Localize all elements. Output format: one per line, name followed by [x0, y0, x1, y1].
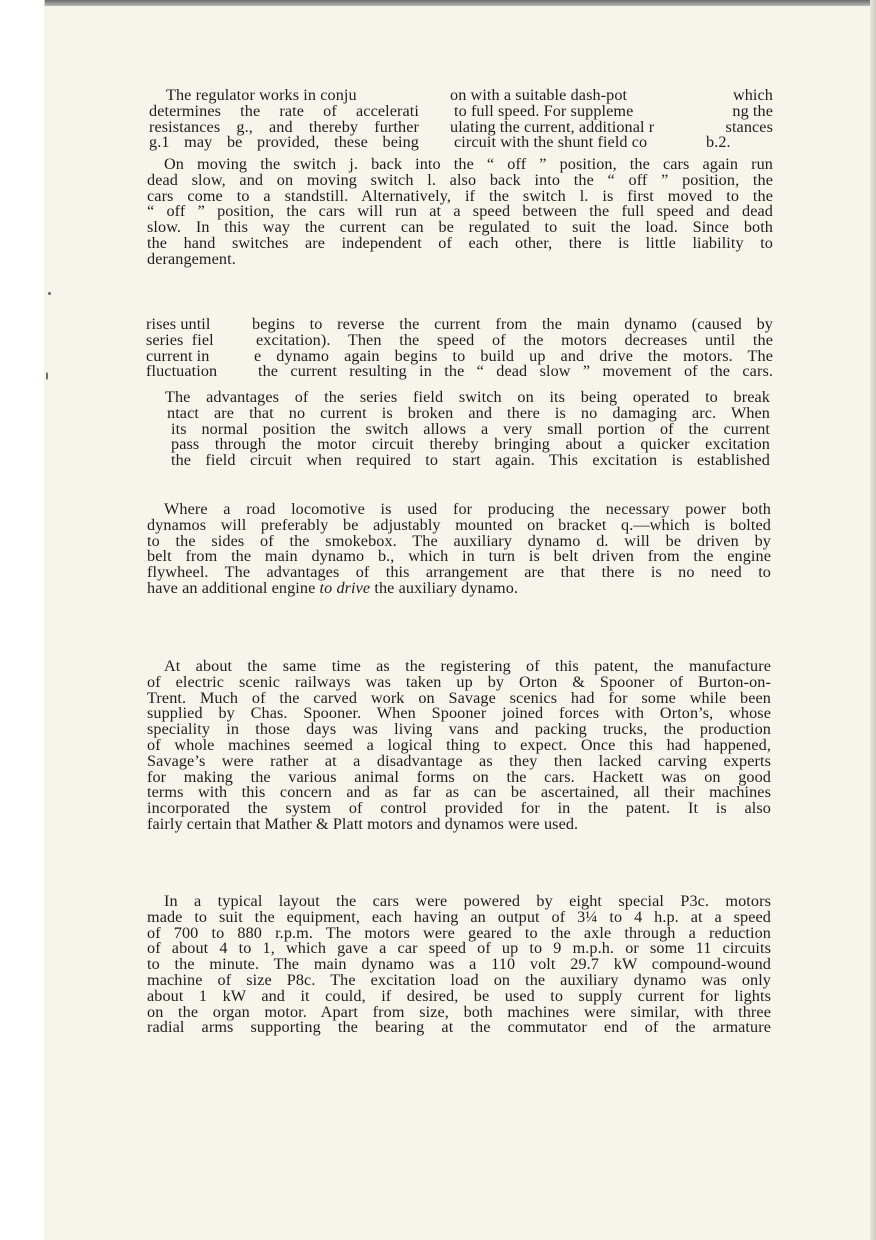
text-line: its normal position the switch allows a very small portion of the current: [171, 419, 770, 438]
text-line: circuit with the shunt field co: [454, 133, 648, 152]
text-line: Savage’s were rather at a disadvantage as they then lacked carving experts: [147, 751, 771, 770]
text-line: on the organ motor. Apart from size, both machines were similar, with three: [147, 1002, 771, 1021]
text-line: speciality in those days was living vans and packing trucks, the production: [147, 720, 771, 739]
text-line: terms with this concern and as far as can be ascertained, all their machines: [147, 783, 771, 802]
text-line: ng the: [732, 101, 773, 120]
text-line: e dynamo again begins to build up and drive the motors. The: [254, 346, 773, 365]
text-line: On moving the switch j. back into the “ off ” position, the cars again run: [164, 155, 773, 173]
text-line: The regulator works in conju: [166, 86, 357, 104]
scan-speck: [48, 292, 51, 295]
text-line: the current resulting in the “ dead slow ” movement of the cars.: [258, 362, 773, 381]
text-line: which: [732, 86, 773, 104]
text-line: of electric scenic railways was taken up by Orton & Spooner of Burton-on-: [147, 672, 771, 691]
text-line: to the sides of the smokebox. The auxiliary dynamo d. will be driven by: [147, 531, 771, 550]
text-line: flywheel. The advantages of this arrangement are that there is no need to: [147, 563, 771, 582]
text-line: to full speed. For suppleme: [454, 101, 634, 120]
text-line: belt from the main dynamo b., which in turn is belt driven from the engine: [147, 547, 771, 566]
text-line: pass through the motor circuit thereby bringing about a quicker excitation: [171, 435, 770, 454]
text-line: machine of size P8c. The excitation load on the auxiliary dynamo was only: [147, 970, 771, 989]
text-line: stances: [725, 117, 773, 136]
text-line-last: [147, 578, 771, 597]
text-line: made to suit the equipment, each having an output of 3¼ to 4 h.p. at a speed: [147, 907, 771, 926]
text-line: In a typical layout the cars were powered by eight special P3c. motors: [164, 892, 771, 910]
text-line: fairly certain that Mather & Platt motors and dynamos were used.: [147, 814, 579, 833]
text-line: ntact are that no current is broken and there is no damaging arc. When: [167, 403, 770, 422]
paragraph-orton-spooner: [147, 659, 771, 833]
text-line: the field circuit when required to start again. This excitation is established: [171, 451, 770, 470]
text-line: begins to reverse the current from the main dynamo (caused by: [252, 315, 773, 333]
text-line: At about the same time as the registering of this patent, the manufacture: [164, 657, 771, 675]
text-line: g.1 may be provided, these being: [149, 133, 419, 152]
text-line: dynamos will preferably be adjustably mounted on bracket q.—which is bolted: [147, 515, 771, 534]
text-line: series fiel: [146, 330, 214, 349]
text-run: the auxiliary dynamo.: [370, 578, 519, 597]
text-line: Where a road locomotive is used for producing the necessary power both: [164, 500, 771, 518]
text-line: on with a suitable dash-pot: [450, 86, 628, 104]
text-line: determines the rate of accelerati: [149, 101, 419, 120]
paragraph-typical-layout: [147, 894, 771, 1036]
scan-edge-right: [870, 0, 876, 1240]
text-line: resistances g., and thereby further: [149, 117, 419, 136]
text-line: The advantages of the series field switch on its being operated to break: [165, 388, 770, 406]
text-line: of whole machines seemed a logical thing to expect. Once this had happened,: [147, 735, 771, 754]
text-line: Trent. Much of the carved work on Savage scenics had for some while been: [147, 688, 771, 707]
paragraph-series-field-switch: [165, 390, 770, 469]
text-line: current in: [146, 346, 210, 365]
text-line: derangement.: [147, 249, 236, 268]
text-line: rises until: [146, 315, 211, 333]
text-line: supplied by Chas. Spooner. When Spooner joined forces with Orton’s, whose: [147, 704, 771, 723]
text-line: to the minute. The main dynamo was a 110 volt 29.7 kW compound-wound: [147, 955, 771, 974]
text-line: about 1 kW and it could, if desired, be used to supply current for lights: [147, 986, 771, 1005]
text-line: ulating the current, additional r: [450, 117, 655, 136]
paragraph-switch-off: [147, 157, 773, 268]
document-page: [44, 6, 870, 1240]
text-line: incorporated the system of control provided for in the patent. It is also: [147, 799, 771, 818]
text-line: for making the various animal forms on the cars. Hackett was on good: [147, 767, 771, 786]
text-run: have an additional engine: [147, 578, 320, 597]
text-line: the hand switches are independent of each other, there is little liability to: [147, 233, 773, 252]
text-line: fluctuation: [146, 362, 218, 381]
text-line: excitation). Then the speed of the motors decreases until the: [256, 330, 773, 349]
paragraph-road-locomotive: [147, 502, 771, 597]
text-line: of about 4 to 1, which gave a car speed of up to 9 m.p.h. or some 11 circuits: [147, 939, 771, 958]
text-line: slow. In this way the current can be regulated to suit the load. Since both: [147, 218, 773, 237]
text-line: radial arms supporting the bearing at the commutator end of the armature: [147, 1018, 771, 1037]
text-line: of 700 to 880 r.p.m. The motors were geared to the axle through a reduction: [147, 923, 771, 942]
text-line: cars come to a standstill. Alternatively, if the switch l. is first moved to the: [147, 186, 773, 205]
text-line: “ off ” position, the cars will run at a speed between the full speed and dead: [147, 202, 773, 221]
scan-margin: [0, 0, 45, 1240]
text-run-italic: to drive: [319, 578, 371, 597]
scan-speck: [46, 372, 48, 380]
text-line: b.2.: [706, 133, 731, 152]
text-line: dead slow, and on moving switch l. also back into the “ off ” position, the: [147, 170, 773, 189]
